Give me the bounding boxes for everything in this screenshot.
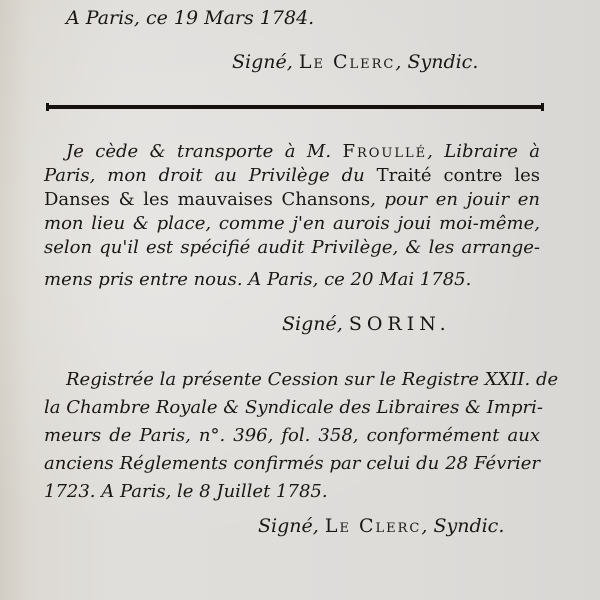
signature-prefix: Signé, bbox=[258, 515, 319, 537]
registration-line-5: 1723. A Paris, le 8 Juillet 1785. bbox=[44, 481, 328, 502]
cession-line-4: mon lieu & place, comme j'en aurois joui moi-même, bbox=[44, 213, 540, 234]
cession-line-5: selon qu'il est spécifié audit Privilège, & les arrange- bbox=[44, 237, 540, 258]
registration-line-4: anciens Réglements confirmés par celui du 28 Février bbox=[44, 453, 540, 474]
cession-line-2: Paris, mon droit au Privilège du Traité contre les bbox=[44, 165, 540, 186]
signature-sorin bbox=[282, 312, 451, 336]
signatory-title: , Syndic. bbox=[421, 515, 505, 537]
signature-le-clerc-2 bbox=[258, 514, 504, 538]
treatise-title: Traité contre les bbox=[376, 165, 540, 186]
froulle-name: Froullé bbox=[342, 141, 428, 162]
date-line-1784: A Paris, ce 19 Mars 1784. bbox=[66, 7, 315, 29]
registration-line-2: la Chambre Royale & Syndicale des Libraires & Impri- bbox=[44, 397, 543, 418]
signatory-name: Le Clerc bbox=[298, 51, 396, 73]
treatise-title-cont: Danses & les mauvaises Chansons bbox=[44, 189, 371, 210]
horizontal-divider bbox=[46, 105, 544, 109]
signature-le-clerc-1 bbox=[232, 50, 478, 74]
signatory-title: , Syndic. bbox=[395, 51, 479, 73]
signature-prefix: Signé, bbox=[232, 51, 293, 73]
signature-prefix: Signé, bbox=[282, 313, 343, 335]
registration-line-3: meurs de Paris, n°. 396, fol. 358, conformément aux bbox=[44, 425, 540, 446]
signatory-name: SORIN. bbox=[348, 313, 451, 335]
registration-line-1: Registrée la présente Cession sur le Registre XXII. de bbox=[66, 369, 559, 390]
cession-line-1: Je cède & transporte à M. Froullé, Libraire à bbox=[66, 141, 541, 162]
signatory-name: Le Clerc bbox=[324, 515, 422, 537]
cession-line-3: Danses & les mauvaises Chansons, pour en jouir en bbox=[44, 189, 540, 210]
cession-line-6: mens pris entre nous. A Paris, ce 20 Mai 1785. bbox=[44, 269, 472, 290]
